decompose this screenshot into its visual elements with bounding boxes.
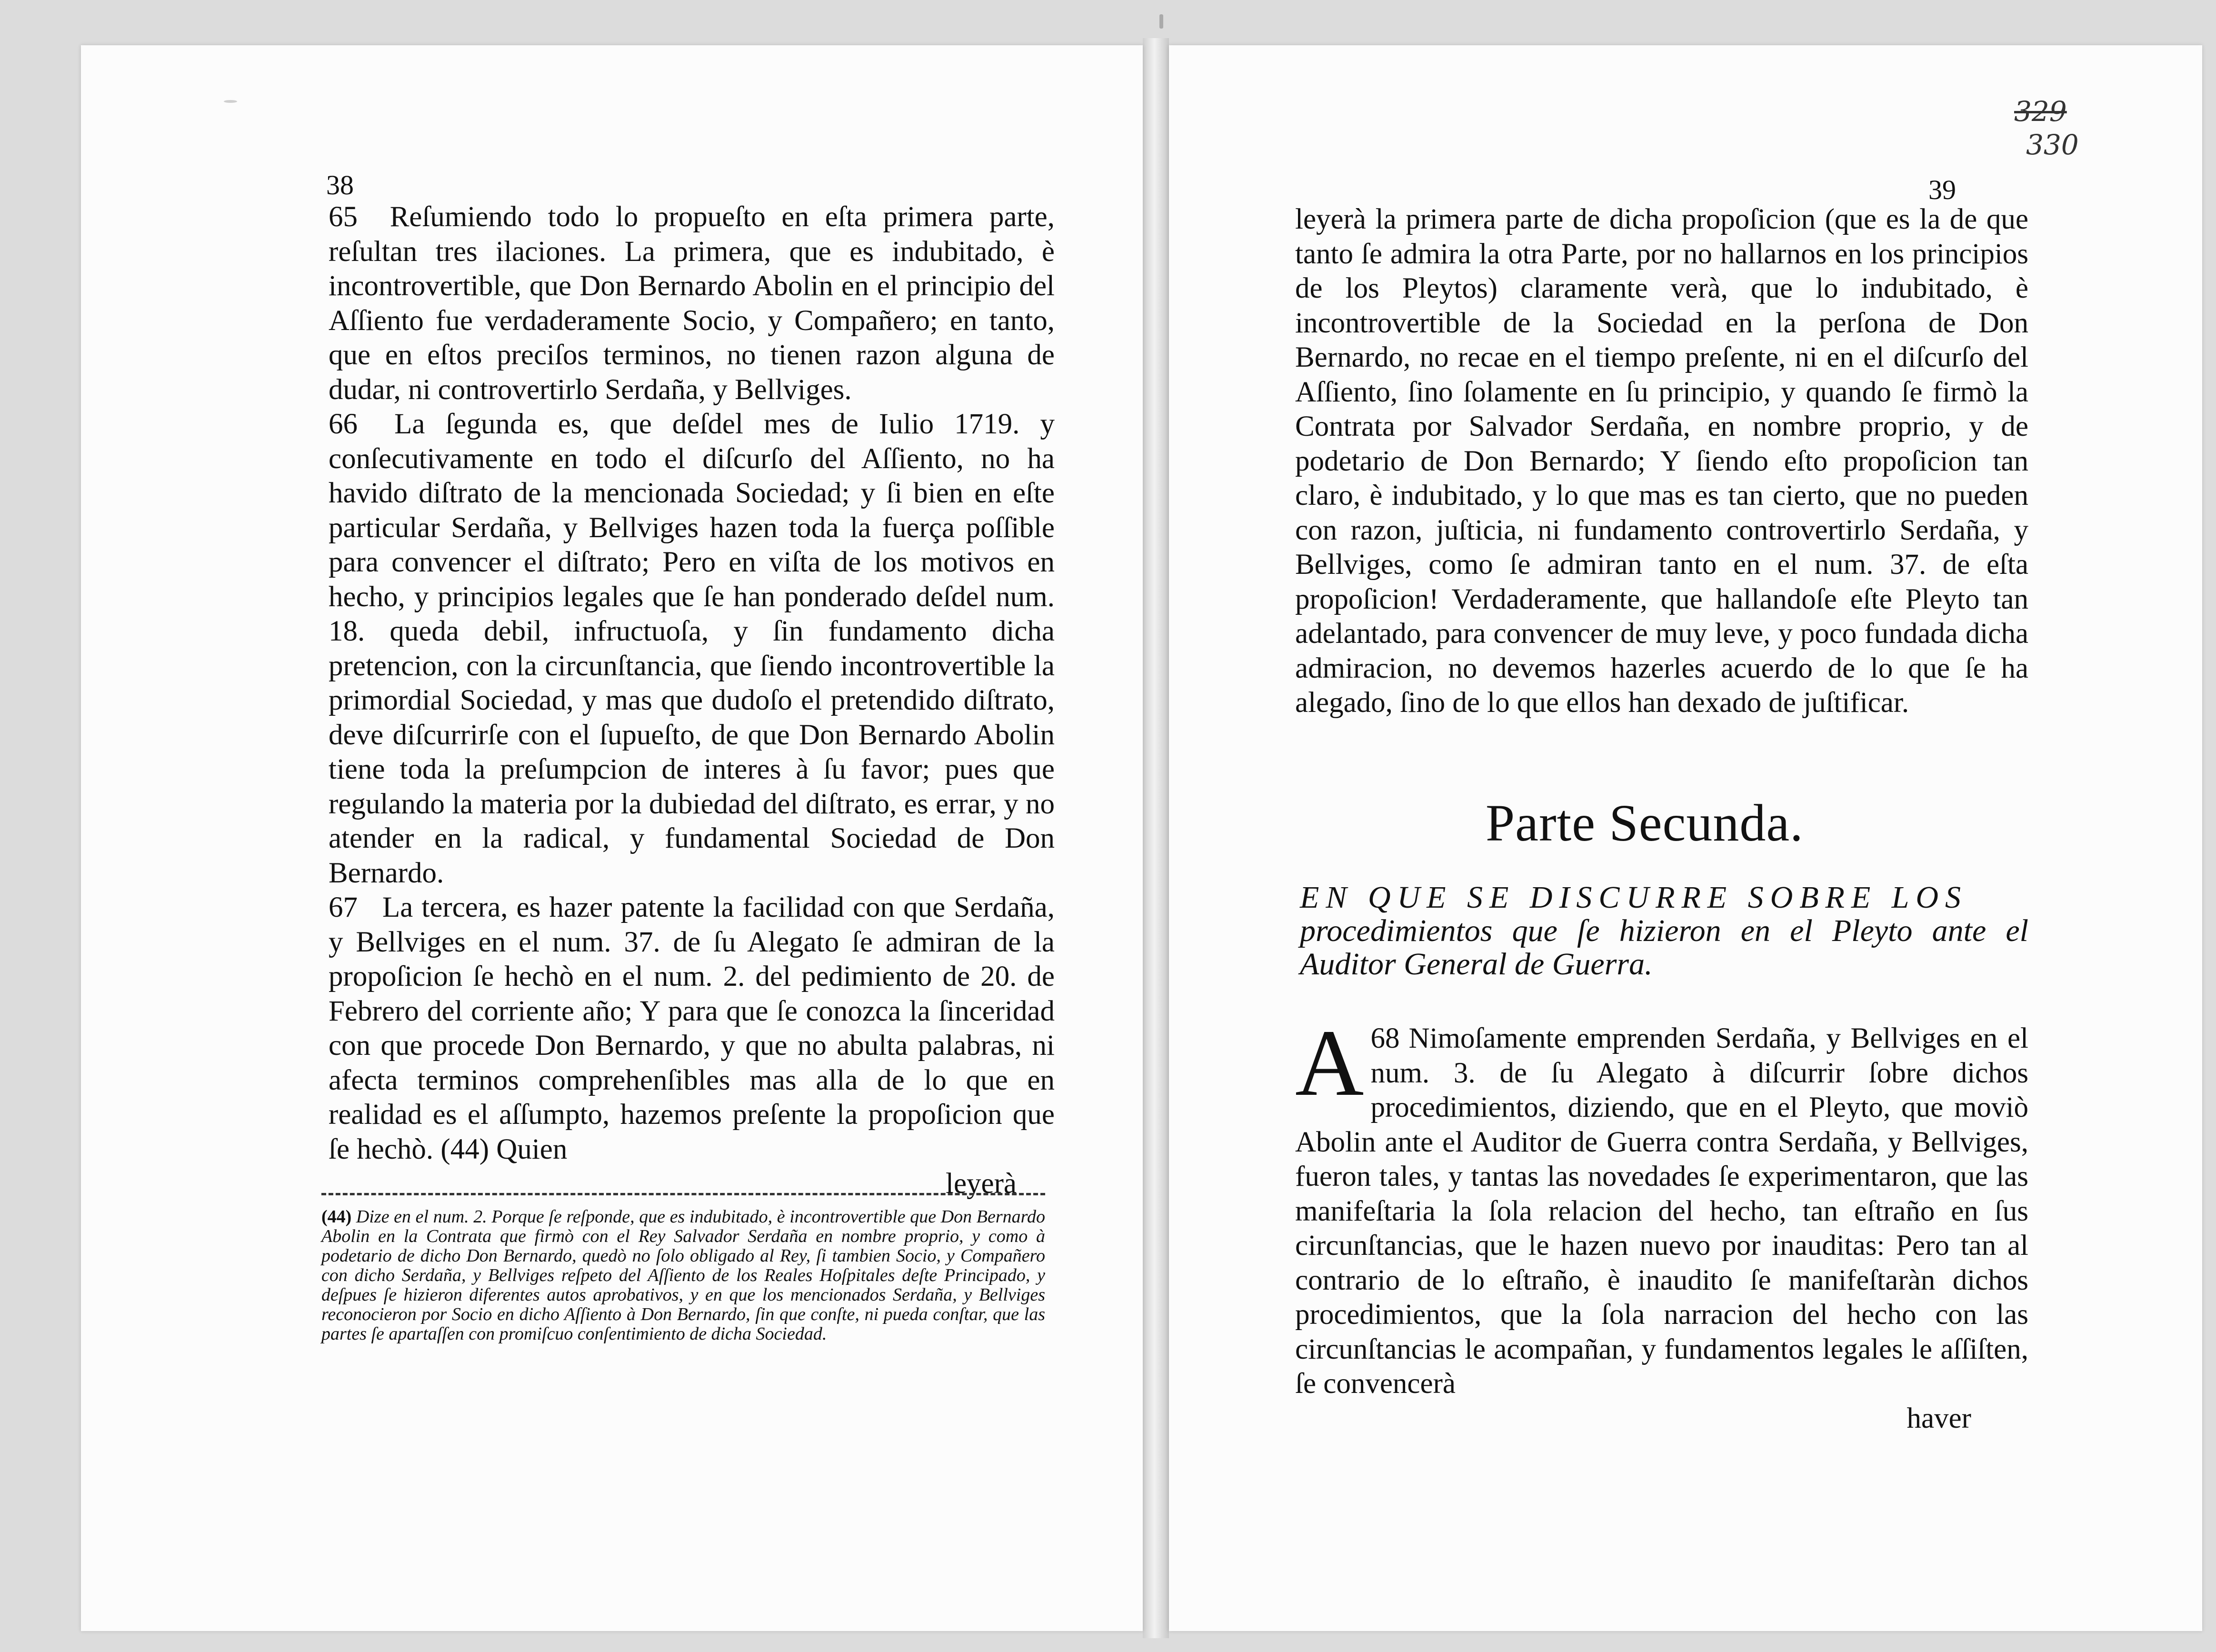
paragraph-68 [1295,1011,2028,1436]
subheading-text: procedimientos que ſe hizieron en el Pleyto ante el Auditor General de Guerra. [1300,913,2028,981]
left-text-column [329,200,1055,1201]
footnote-rule [321,1193,1045,1195]
paragraph-text: Nimoſamente emprenden Serdaña, y Bellviges en el num. 3. de ſu Alegato à diſcurrir ſobre dichos procedimientos, diziendo, que en el Pleyto, que moviò Abolin ante el Auditor de Guerra contra Serdaña, y Bellviges, fueron tales, y tantas las novedades ſe experimentaron, que las manifeſtaria la ſola relacion del hecho, tan eſtraño en ſus circunſtancias, que le hazen nuevo por inauditas: Pero tan al contrario de lo eſtraño, è inaudito ſe manifeſtaràn dichos procedimientos, que la ſola narracion del hecho con las circunſtancias le acompañan, y fundamentos legales le aſſiſten, ſe convencerà [1295,1022,2028,1400]
page-number-left: 38 [326,170,354,200]
paper-speck [1159,14,1163,29]
paragraph-65 [329,200,1055,407]
right-text-column-top [1295,202,2028,721]
paragraph-continued: leyerà la primera parte de dicha propoſicion (que es la de que tanto ſe admira la otra Parte, por no hallarnos en los principios de los Pleytos) claramente verà, que lo indubitado, è incontrovertible de la Sociedad en la perſona de Don Bernardo, no recae en el tiempo preſente, ni en el diſcurſo del Aſſiento, ſino ſolamente en ſu principio, y quando ſe firmò la Contrata por Salvador Serdaña, en nombre proprio, y de podetario de Don Bernardo; Y ſiendo eſto propoſicion tan claro, è indubitado, y lo que mas es tan cierto, que no pueden con razon, juſticia, ni fundamento controvertirlo Serdaña, y Bellviges, como ſe admiran tanto en el num. 37. de eſta propoſicion! Verdaderamente, que hallandoſe eſte Pleyto tan adelantado, para convencer de muy leve, y poco fundada dicha admiracion, no devemos hazerles acuerdo de lo que ſe ha alegado, ſino de lo que ellos han dexado de juſtificar. [1295,203,2028,719]
paragraph-number: 68 [1370,1022,1400,1054]
footnote-marker: (44) [321,1207,352,1227]
subheading-caps: EN QUE SE DISCURRE SOBRE LOS [1300,880,1968,915]
left-page [81,45,1143,1631]
paragraph-text: La tercera, es hazer patente la facilidad con que Serdaña, y Bellviges en el num. 37. de ſu Alegato ſe admiran de la propoſicion ſe hechò en el num. 2. del pedimiento de 20. de Febrero del corriente año; Y para que ſe conozca la ſinceridad con que procede Don Bernardo, y que no abulta palabras, ni afecta terminos comprehenſibles mas alla de lo que en realidad es el aſſumpto, hazemos preſente la propoſicion que ſe hechò. (44) Quien [329,891,1055,1165]
handwritten-folio-struck: 329 [2014,95,2067,128]
drop-capital: A [1295,1011,1364,1116]
right-page [1169,45,2202,1631]
section-heading: Parte Secunda. [1486,794,1804,852]
paragraph-number: 65 [329,201,358,233]
paragraph-67 [329,891,1055,1167]
paragraph-number: 67 [329,891,358,923]
paragraph-number: 66 [329,408,358,440]
page-number-right: 39 [1928,174,1956,205]
catchword-right: haver [1907,1402,1971,1434]
section-subheading [1300,881,2028,981]
paragraph-text: La ſegunda es, que deſdel mes de Iulio 1719. y conſecutivamente en todo el diſcurſo del Aſſiento, no ha havido diſtrato de la mencionada Sociedad; y ſi bien en eſte particular Serdaña, y Bellviges hazen toda la fuerça poſſible para convencer el diſtrato; Pero en viſta de los motivos en hecho, y principios legales que ſe han ponderado deſdel num. 18. queda debil, infructuoſa, y ſin fundamento dicha pretencion, con la circunſtancia, que ſiendo incontrovertible la primordial Sociedad, y mas que dudoſo el pretendido diſtrato, deve diſcurrirſe con el ſupueſto, de que Don Bernardo Abolin tiene toda la preſumpcion de interes à ſu favor; pues que regulando la materia por la dubiedad del diſtrato, es errar, y no atender en la radical, y fundamental Sociedad de Don Bernardo. [329,408,1055,889]
book-spine [1143,38,1169,1638]
catchword-left: leyerà [946,1168,1017,1200]
paragraph-66 [329,407,1055,891]
footnote-text: Dize en el num. 2. Porque ſe reſponde, que es indubitado, è incontrovertible que Don Bernardo Abolin en la Contrata que firmò con el Rey Salvador Serdaña en nombre proprio, y como à podetario de dicho Don Bernardo, quedò no ſolo obligado al Rey, ſi tambien Socio, y Compañero con dicho Serdaña, y Bellviges reſpeto del Aſſiento de los Reales Hoſpitales deſte Principado, y deſpues ſe hizieron diferentes autos aprobativos, y en que los mencionados Serdaña, y Bellviges reconocieron por Socio en dicho Aſſiento à Don Bernardo, ſin que conſte, ni pueda conſtar, que las partes ſe apartaſſen con promiſcuo conſentimiento de dicha Sociedad. [321,1207,1045,1344]
handwritten-folio: 330 [2026,129,2079,161]
paper-speck [224,100,237,103]
footnote-44 [321,1207,1045,1344]
paragraph-text: Reſumiendo todo lo propueſto en eſta primera parte, reſultan tres ilaciones. La primera, que es indubitado, è incontrovertible, que Don Bernardo Abolin en el principio del Aſſiento fue verdaderamente Socio, y Compañero; en tanto, que en eſtos preciſos terminos, no tienen razon alguna de dudar, ni controvertirlo Serdaña, y Bellviges. [329,201,1055,406]
